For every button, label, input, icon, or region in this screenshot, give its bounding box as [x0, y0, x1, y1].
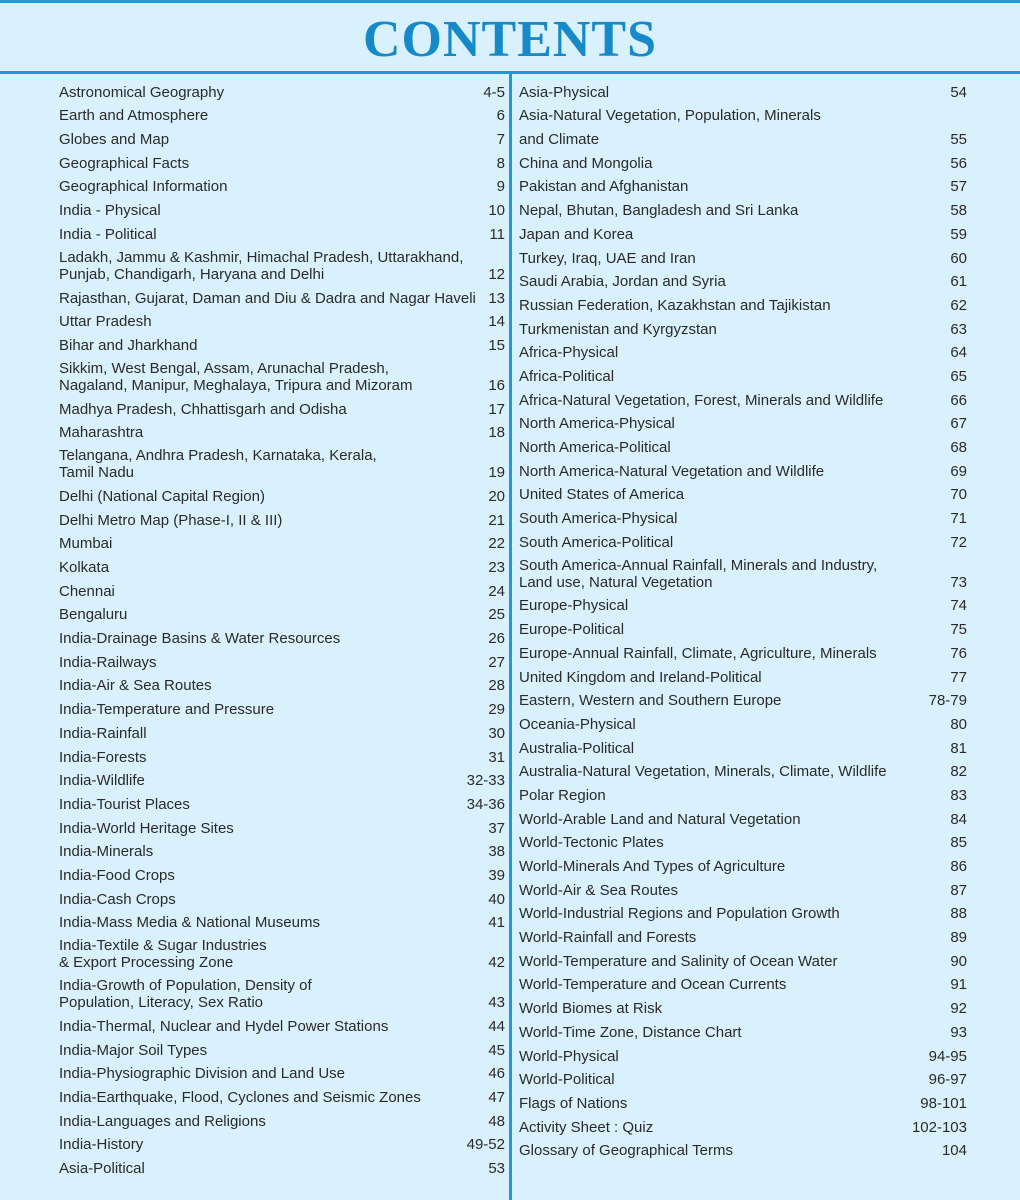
toc-entry-title: World-Temperature and Ocean Currents [519, 976, 787, 994]
toc-entry[interactable] [519, 902, 967, 926]
toc-entry-page: 18 [488, 424, 505, 442]
toc-entry-title: Polar Region [519, 786, 606, 804]
toc-entry-page: 63 [950, 320, 967, 338]
toc-entry-title: North America-Physical [519, 415, 675, 433]
toc-entry[interactable] [519, 925, 967, 949]
toc-entry-page: 9 [496, 178, 505, 196]
column-divider [509, 74, 512, 1200]
toc-entry-page: 59 [950, 225, 967, 243]
toc-entry-page: 69 [950, 462, 967, 480]
toc-entry[interactable] [59, 127, 505, 151]
toc-entry[interactable] [59, 863, 505, 887]
toc-entry-title: Ladakh, Jammu & Kashmir, Himachal Pradesh, Uttarakhand, Punjab, Chandigarh, Haryana and Delhi [59, 248, 464, 283]
toc-entry-page: 16 [488, 376, 505, 394]
toc-entry-page: 29 [488, 701, 505, 719]
toc-entry-page: 85 [950, 834, 967, 852]
toc-entry-page: 39 [488, 866, 505, 884]
toc-entry-title: India-Major Soil Types [59, 1041, 208, 1059]
toc-entry-page: 76 [950, 644, 967, 662]
toc-entry-page: 102-103 [911, 1118, 967, 1136]
toc-entry-page: 49-52 [466, 1136, 505, 1154]
toc-entry-title: World-Rainfall and Forests [519, 929, 697, 947]
toc-entry[interactable] [59, 745, 505, 769]
toc-entry-page: 38 [488, 843, 505, 861]
toc-entry[interactable] [59, 1038, 505, 1062]
toc-entry[interactable] [519, 641, 967, 665]
toc-entry[interactable] [519, 831, 967, 855]
toc-entry[interactable] [59, 397, 505, 421]
toc-entry[interactable] [59, 887, 505, 911]
toc-entry-page: 61 [950, 273, 967, 291]
toc-entry-title: Globes and Map [59, 131, 170, 149]
toc-entry-page: 84 [950, 810, 967, 828]
toc-entry-title: Maharashtra [59, 424, 144, 442]
toc-entry-title: India-World Heritage Sites [59, 819, 234, 837]
toc-entry-page: 55 [950, 131, 967, 149]
toc-entry-title: India-Air & Sea Routes [59, 677, 212, 695]
toc-entry-title: Bengaluru [59, 606, 128, 624]
toc-entry[interactable] [59, 579, 505, 603]
toc-entry-page: 22 [488, 535, 505, 553]
toc-entry-title: India - Physical [59, 202, 161, 220]
toc-entry[interactable] [59, 222, 505, 246]
toc-entry[interactable] [519, 1091, 967, 1115]
toc-entry-page: 17 [488, 400, 505, 418]
toc-entry-title: Delhi (National Capital Region) [59, 487, 265, 505]
toc-entry[interactable] [59, 484, 505, 508]
toc-entry-title: United States of America [519, 486, 685, 504]
toc-entry-page: 13 [488, 289, 505, 307]
toc-entry-title: World-Air & Sea Routes [519, 881, 678, 899]
toc-entry-title: India-Wildlife [59, 772, 145, 790]
toc-entry[interactable] [59, 816, 505, 840]
toc-entry-title: India - Political [59, 225, 157, 243]
toc-entry-title: India-Tourist Places [59, 795, 190, 813]
toc-entry-page: 81 [950, 739, 967, 757]
toc-entry-title: Asia-Natural Vegetation, Population, Minerals [519, 107, 821, 125]
toc-entry-title: North America-Political [519, 439, 671, 456]
toc-entry-page: 43 [488, 994, 505, 1012]
toc-entry-title: Geographical Facts [59, 154, 190, 172]
toc-entry-title: India-Textile & Sugar Industries & Export Processing Zone [59, 937, 267, 972]
top-rule [0, 0, 1020, 3]
toc-entry[interactable] [519, 760, 967, 784]
toc-entry-title: Nepal, Bhutan, Bangladesh and Sri Lanka [519, 202, 799, 220]
toc-entry[interactable] [519, 435, 967, 459]
toc-entry-page: 88 [950, 905, 967, 923]
toc-entry[interactable] [519, 689, 967, 713]
toc-entry-page: 27 [488, 653, 505, 671]
toc-entry-title: India-Growth of Population, Density of Population, Literacy, Sex Ratio [59, 977, 312, 1012]
toc-entry-title: Russian Federation, Kazakhstan and Tajikistan [519, 296, 831, 314]
toc-entry-page: 26 [488, 630, 505, 648]
toc-entry[interactable] [519, 388, 967, 412]
toc-entry-title: Europe-Political [519, 621, 625, 639]
toc-entry[interactable] [59, 911, 505, 935]
toc-entry-title: Eastern, Western and Southern Europe [519, 692, 782, 710]
toc-entry[interactable] [59, 151, 505, 175]
toc-entry[interactable] [59, 246, 505, 286]
page-title: CONTENTS [362, 11, 658, 68]
toc-entry-title: Turkmenistan and Kyrgyzstan [519, 320, 717, 338]
toc-entry-page: 48 [488, 1112, 505, 1130]
toc-entry[interactable] [519, 783, 967, 807]
toc-entry-page: 58 [950, 202, 967, 220]
contents-left-column [59, 80, 505, 1180]
toc-entry-page: 93 [950, 1023, 967, 1041]
toc-entry[interactable] [59, 721, 505, 745]
toc-entry-page: 67 [950, 415, 967, 433]
toc-entry-page: 73 [950, 573, 967, 591]
toc-entry-page: 91 [950, 976, 967, 994]
toc-entry[interactable] [519, 1020, 967, 1044]
toc-entry-title: Mumbai [59, 535, 113, 553]
toc-entry[interactable] [519, 712, 967, 736]
toc-entry[interactable] [519, 293, 967, 317]
toc-entry-title: Australia-Natural Vegetation, Minerals, Climate, Wildlife [519, 763, 887, 781]
toc-entry-page: 64 [950, 344, 967, 362]
toc-entry[interactable] [59, 555, 505, 579]
toc-entry-page: 7 [496, 131, 505, 149]
toc-entry[interactable] [519, 80, 967, 104]
toc-entry[interactable] [59, 650, 505, 674]
toc-entry-title: Activity Sheet : Quiz [519, 1118, 654, 1136]
toc-entry[interactable] [519, 483, 967, 507]
toc-entry-title: Japan and Korea [519, 225, 634, 243]
toc-entry-page: 72 [950, 533, 967, 551]
toc-entry-page: 11 [489, 225, 505, 243]
toc-entry[interactable] [59, 104, 505, 128]
toc-entry-page: 31 [488, 748, 505, 766]
toc-entry-page: 96-97 [928, 1071, 967, 1089]
toc-entry-title: India-Cash Crops [59, 890, 176, 908]
toc-entry[interactable] [519, 736, 967, 760]
toc-entry-page: 78-79 [928, 692, 967, 710]
toc-entry[interactable] [519, 270, 967, 294]
toc-entry-title: India-Physiographic Division and Land Use [59, 1065, 345, 1083]
toc-entry-title: Flags of Nations [519, 1094, 628, 1112]
toc-entry-title: India-Drainage Basins & Water Resources [59, 630, 341, 648]
toc-entry-page: 77 [950, 668, 967, 686]
toc-entry-page: 56 [950, 154, 967, 172]
toc-entry-title: Delhi Metro Map (Phase-I, II & III) [59, 511, 283, 529]
toc-entry-page: 74 [950, 597, 967, 615]
toc-entry[interactable] [519, 364, 967, 388]
toc-entry-page: 83 [950, 786, 967, 804]
toc-entry-title: World Biomes at Risk [519, 1000, 663, 1018]
toc-entry[interactable] [519, 127, 967, 151]
toc-entry-page: 62 [950, 296, 967, 314]
toc-entry-page: 42 [488, 954, 505, 972]
toc-entry-page: 89 [950, 929, 967, 947]
toc-entry[interactable] [519, 222, 967, 246]
toc-entry-title: World-Minerals And Types of Agriculture [519, 858, 786, 875]
toc-entry[interactable] [519, 807, 967, 831]
toc-entry[interactable] [519, 198, 967, 222]
toc-entry-page: 41 [488, 914, 505, 932]
toc-entry-title: Geographical Information [59, 178, 228, 196]
toc-entry[interactable] [519, 1139, 967, 1163]
toc-entry-title: Africa-Political [519, 367, 615, 385]
toc-entry-page: 40 [488, 890, 505, 908]
toc-entry-page: 23 [488, 559, 505, 576]
toc-entry-title: Europe-Annual Rainfall, Climate, Agriculture, Minerals [519, 644, 877, 662]
toc-entry-page: 37 [488, 819, 505, 837]
toc-entry[interactable] [519, 1068, 967, 1092]
toc-entry[interactable] [59, 769, 505, 793]
toc-entry[interactable] [59, 792, 505, 816]
toc-entry[interactable] [59, 974, 505, 1014]
toc-entry-page: 30 [488, 724, 505, 742]
toc-entry[interactable] [59, 1156, 505, 1180]
toc-entry[interactable] [59, 603, 505, 627]
toc-entry-page: 19 [488, 464, 505, 482]
toc-entry-title: Chennai [59, 582, 115, 600]
toc-entry[interactable] [519, 554, 967, 594]
toc-entry[interactable] [59, 1014, 505, 1038]
toc-entry[interactable] [59, 421, 505, 445]
toc-entry-title: South America-Political [519, 533, 674, 551]
toc-entry-page: 44 [488, 1018, 505, 1035]
toc-entry-title: Bihar and Jharkhand [59, 336, 198, 354]
toc-entry[interactable] [59, 626, 505, 650]
toc-entry[interactable] [59, 934, 505, 974]
toc-entry[interactable] [519, 665, 967, 689]
toc-entry[interactable] [59, 310, 505, 334]
toc-entry-title: Uttar Pradesh [59, 313, 152, 331]
toc-entry-title: India-Railways [59, 653, 157, 671]
toc-entry-page: 94-95 [928, 1047, 967, 1065]
toc-entry-page: 82 [950, 763, 967, 781]
toc-entry-title: India-Minerals [59, 843, 154, 861]
toc-entry-page: 46 [488, 1065, 505, 1083]
toc-entry[interactable] [519, 878, 967, 902]
toc-entry[interactable] [59, 697, 505, 721]
toc-entry-title: Oceania-Physical [519, 715, 636, 733]
toc-entry-title: South America-Annual Rainfall, Minerals and Industry, Land use, Natural Vegetation [519, 556, 878, 591]
toc-entry-title: North America-Natural Vegetation and Wildlife [519, 462, 825, 480]
toc-entry[interactable] [59, 532, 505, 556]
toc-entry-page: 92 [950, 1000, 967, 1018]
toc-entry[interactable] [519, 594, 967, 618]
toc-entry-title: South America-Physical [519, 510, 678, 528]
toc-entry-page: 68 [950, 439, 967, 456]
toc-entry-page: 20 [488, 487, 505, 505]
toc-entry[interactable] [519, 949, 967, 973]
toc-entry-page: 53 [488, 1160, 505, 1178]
toc-entry-page: 21 [488, 511, 505, 529]
toc-entry-title: India-Food Crops [59, 866, 175, 884]
toc-entry-page: 86 [950, 858, 967, 875]
toc-entry-page: 65 [950, 367, 967, 385]
toc-entry-page: 98-101 [920, 1094, 967, 1112]
toc-entry-page: 32-33 [466, 772, 505, 790]
toc-entry[interactable] [59, 674, 505, 698]
toc-entry-page: 15 [488, 336, 505, 354]
toc-entry[interactable] [59, 1133, 505, 1157]
toc-entry-page: 34-36 [466, 795, 505, 813]
toc-entry-title: and Climate [519, 131, 600, 149]
toc-entry-title: World-Tectonic Plates [519, 834, 664, 852]
toc-entry-page: 14 [488, 313, 505, 331]
toc-entry[interactable] [519, 104, 967, 128]
toc-entry[interactable] [59, 444, 505, 484]
toc-entry-page: 75 [950, 621, 967, 639]
toc-entry-page: 47 [488, 1089, 505, 1107]
toc-entry[interactable] [59, 80, 505, 104]
toc-entry-title: Africa-Natural Vegetation, Forest, Minerals and Wildlife [519, 391, 884, 409]
toc-entry[interactable] [59, 286, 505, 310]
toc-entry-title: Africa-Physical [519, 344, 619, 362]
toc-entry-page: 104 [941, 1142, 967, 1160]
toc-entry-page: 28 [488, 677, 505, 695]
toc-entry-title: India-History [59, 1136, 144, 1154]
toc-entry-page: 90 [950, 952, 967, 970]
toc-entry[interactable] [519, 1044, 967, 1068]
contents-right-column [519, 80, 967, 1162]
toc-entry[interactable] [519, 506, 967, 530]
toc-entry-title: Sikkim, West Bengal, Assam, Arunachal Pradesh, Nagaland, Manipur, Meghalaya, Tripura and Mizoram [59, 359, 413, 394]
toc-entry-page: 10 [488, 202, 505, 220]
toc-entry[interactable] [59, 1085, 505, 1109]
toc-entry-title: Telangana, Andhra Pradesh, Karnataka, Kerala, Tamil Nadu [59, 447, 377, 482]
toc-entry[interactable] [59, 508, 505, 532]
toc-entry-title: Madhya Pradesh, Chhattisgarh and Odisha [59, 400, 347, 418]
toc-entry-title: India-Mass Media & National Museums [59, 914, 320, 932]
toc-entry-page: 54 [950, 83, 967, 101]
toc-entry-title: India-Temperature and Pressure [59, 701, 275, 719]
toc-entry[interactable] [519, 1115, 967, 1139]
toc-entry[interactable] [59, 198, 505, 222]
toc-entry-page: 45 [488, 1041, 505, 1059]
toc-entry-title: India-Thermal, Nuclear and Hydel Power Stations [59, 1018, 389, 1035]
toc-entry[interactable] [519, 530, 967, 554]
toc-entry-title: Asia-Physical [519, 83, 610, 101]
toc-entry[interactable] [59, 1109, 505, 1133]
toc-entry[interactable] [519, 854, 967, 878]
toc-entry-title: Turkey, Iraq, UAE and Iran [519, 249, 696, 267]
toc-entry-title: World-Time Zone, Distance Chart [519, 1023, 742, 1041]
toc-entry-page: 57 [950, 178, 967, 196]
toc-entry-title: World-Temperature and Salinity of Ocean Water [519, 952, 838, 970]
toc-entry-title: Kolkata [59, 559, 110, 576]
toc-entry[interactable] [59, 175, 505, 199]
toc-entry-title: India-Earthquake, Flood, Cyclones and Seismic Zones [59, 1089, 421, 1107]
toc-entry[interactable] [519, 412, 967, 436]
toc-entry[interactable] [519, 617, 967, 641]
toc-entry-title: India-Forests [59, 748, 147, 766]
toc-entry-title: Saudi Arabia, Jordan and Syria [519, 273, 726, 291]
toc-entry-title: World-Industrial Regions and Population Growth [519, 905, 840, 923]
toc-entry-page: 71 [950, 510, 967, 528]
toc-entry-title: Earth and Atmosphere [59, 107, 209, 125]
toc-entry-page: 25 [488, 606, 505, 624]
toc-entry-page: 66 [950, 391, 967, 409]
toc-entry-page: 12 [488, 265, 505, 283]
toc-entry-page: 60 [950, 249, 967, 267]
toc-entry[interactable] [519, 973, 967, 997]
toc-entry[interactable] [519, 317, 967, 341]
toc-entry[interactable] [519, 341, 967, 365]
toc-entry-title: Asia-Political [59, 1160, 145, 1178]
toc-entry-page: 8 [496, 154, 505, 172]
toc-entry-title: Australia-Political [519, 739, 635, 757]
toc-entry[interactable] [519, 996, 967, 1020]
toc-entry[interactable] [59, 1062, 505, 1086]
toc-entry-page: 24 [488, 582, 505, 600]
toc-entry-title: India-Languages and Religions [59, 1112, 266, 1130]
toc-entry-title: World-Arable Land and Natural Vegetation [519, 810, 801, 828]
toc-entry-title: Rajasthan, Gujarat, Daman and Diu & Dadra and Nagar Haveli [59, 289, 476, 307]
toc-entry-page: 80 [950, 715, 967, 733]
toc-entry[interactable] [519, 459, 967, 483]
toc-entry-page: 6 [496, 107, 505, 125]
toc-entry-title: Astronomical Geography [59, 83, 225, 101]
toc-entry-title: India-Rainfall [59, 724, 147, 742]
toc-entry[interactable] [59, 333, 505, 357]
toc-entry[interactable] [519, 246, 967, 270]
toc-entry-title: World-Political [519, 1071, 615, 1089]
toc-entry-title: China and Mongolia [519, 154, 653, 172]
toc-entry-page: 87 [950, 881, 967, 899]
toc-entry[interactable] [519, 151, 967, 175]
toc-entry-page: 70 [950, 486, 967, 504]
toc-entry-title: United Kingdom and Ireland-Political [519, 668, 762, 686]
toc-entry[interactable] [59, 840, 505, 864]
toc-entry-title: World-Physical [519, 1047, 619, 1065]
toc-entry-title: Pakistan and Afghanistan [519, 178, 689, 196]
toc-entry[interactable] [519, 175, 967, 199]
toc-entry-page: 4-5 [483, 83, 505, 101]
toc-entry-title: Glossary of Geographical Terms [519, 1142, 733, 1160]
toc-entry[interactable] [59, 357, 505, 397]
toc-entry-title: Europe-Physical [519, 597, 629, 615]
